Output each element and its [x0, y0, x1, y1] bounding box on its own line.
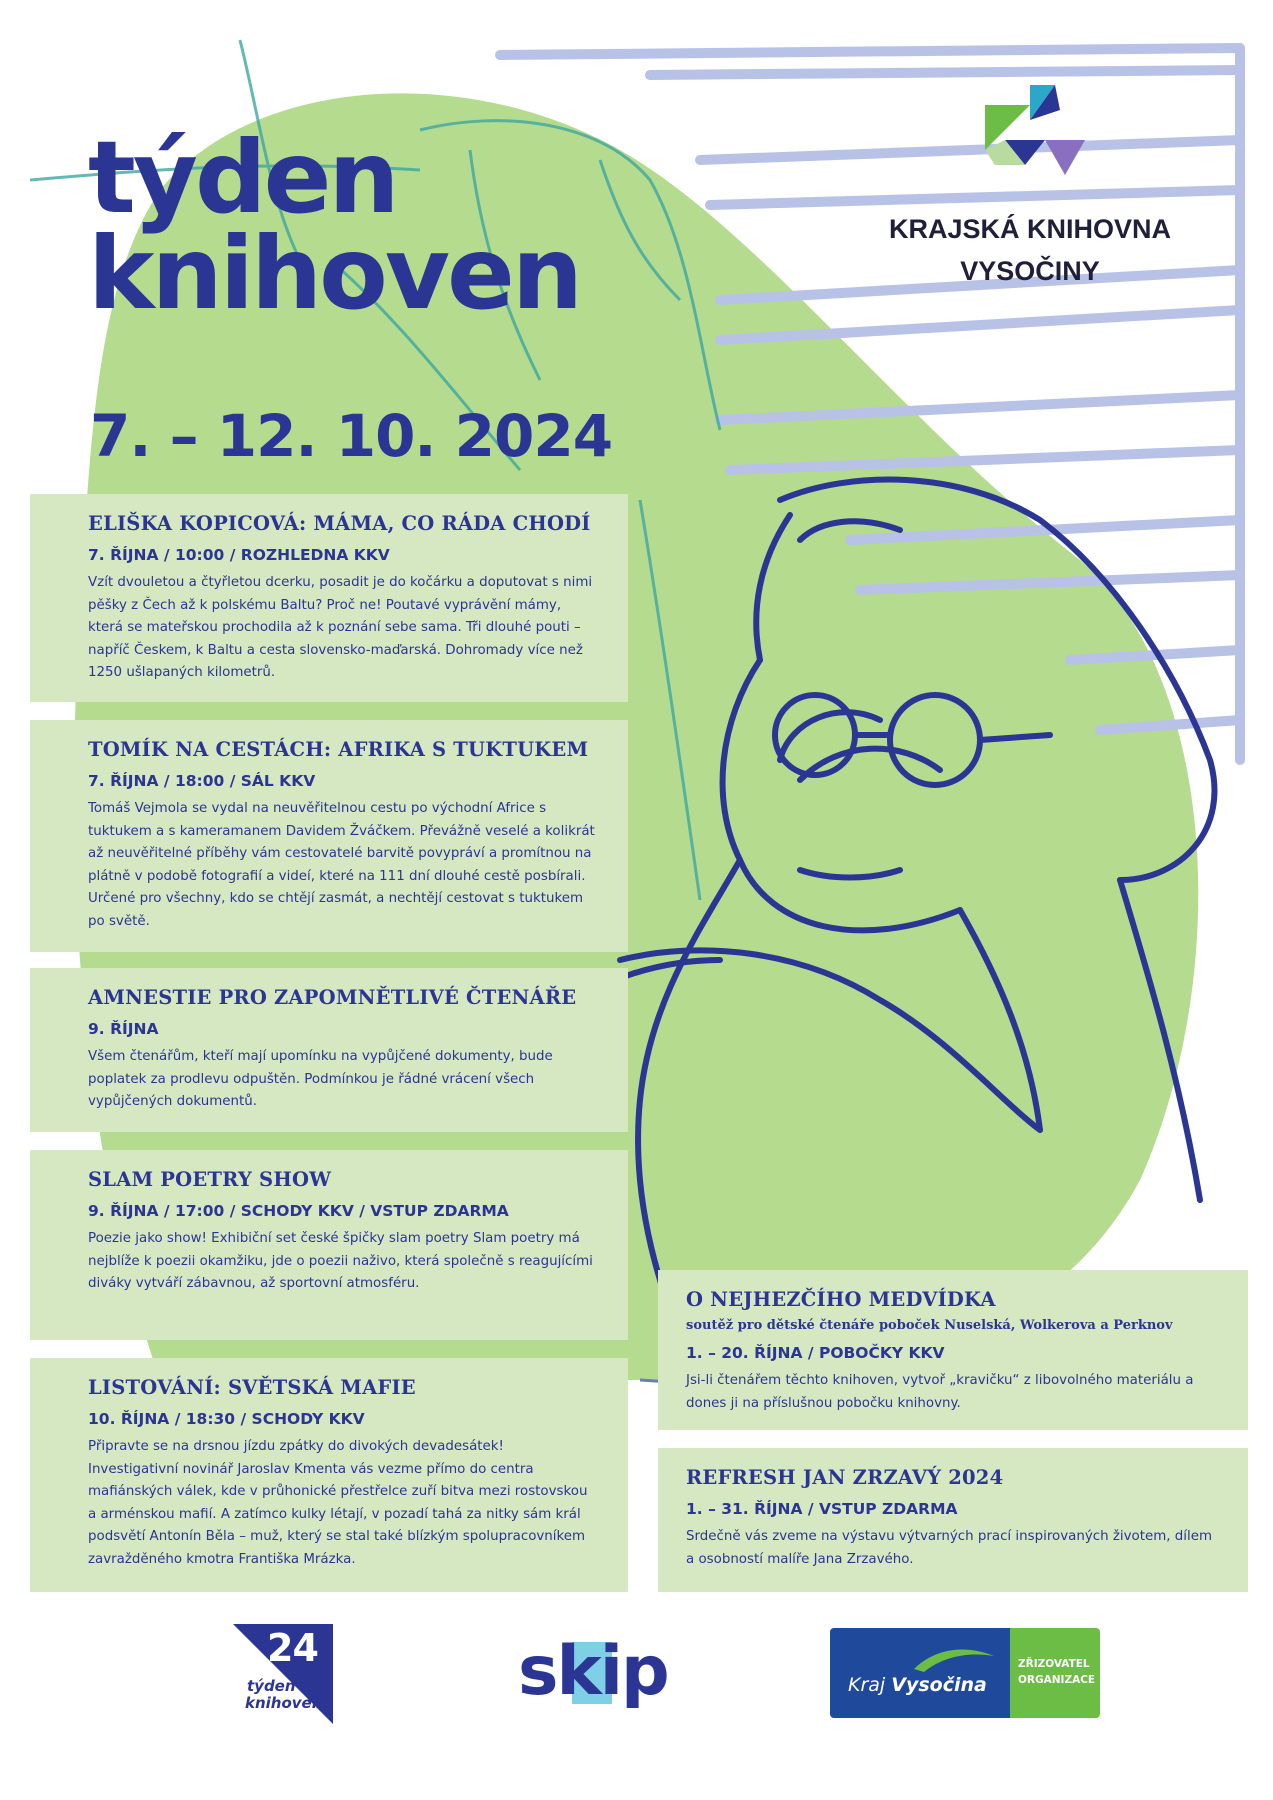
event-subtitle: soutěž pro dětské čtenáře poboček Nuselská, Wolkerova a Perknov [686, 1318, 1173, 1333]
skip-text: skip [518, 1632, 668, 1711]
event-description: Poezie jako show! Exhibiční set české špičky slam poetry Slam poetry má nejblíže k poezii okamžiku, jde o poezii naživo, která společně s reagujícími diváky vytváří zábavnou, až sportovní atmosféru. [88, 1231, 593, 1291]
event-title: LISTOVÁNÍ: SVĚTSKÁ MAFIE [88, 1376, 416, 1399]
event-card-7 [658, 1448, 1248, 1592]
event-description: Tomáš Vejmola se vydal na neuvěřitelnou cestu po východní Africe s tuktukem a s kameramanem Davidem Žváčkem. Převážně veselé a kolikrát až neuvěřitelné příběhy vám cestovatelé barvitě povypráví a promítnou na plátně v podobě fotografií a videí, které na 111 dní dlouhé cestě posbírali. Určené pro všechny, kdo se chtějí zasmát, a nechtějí cestovat s tuktukem po světě. [88, 801, 595, 929]
kraj-name: Kraj Vysočina [848, 1674, 987, 1696]
event-when: 1. – 31. ŘÍJNA / VSTUP ZDARMA [686, 1500, 958, 1518]
event-title: REFRESH JAN ZRZAVÝ 2024 [686, 1466, 1004, 1489]
kraj-swoosh-icon [914, 1644, 994, 1674]
event-title: AMNESTIE PRO ZAPOMNĚTLIVÉ ČTENÁŘE [88, 986, 577, 1009]
tyden-knihoven-24-logo [233, 1624, 333, 1724]
org-name: KRAJSKÁ KNIHOVNA VYSOČINY [888, 214, 1172, 286]
event-when: 7. ŘÍJNA / 18:00 / SÁL KKV [88, 772, 316, 790]
logo24-line2: knihoven [245, 1694, 323, 1712]
event-card-1 [30, 494, 628, 702]
event-when: 10. ŘÍJNA / 18:30 / SCHODY KKV [88, 1410, 365, 1428]
event-card-6 [658, 1270, 1248, 1430]
logo24-line1: týden [247, 1677, 296, 1695]
kkv-logo-icon [985, 85, 1085, 185]
kraj-panel [830, 1628, 1010, 1718]
skip-logo [518, 1632, 678, 1712]
event-title: ELIŠKA KOPICOVÁ: MÁMA, CO RÁDA CHODÍ [88, 512, 591, 535]
event-description: Srdečně vás zveme na výstavu výtvarných prací inspirovaných životem, dílem a osobností malíře Jana Zrzavého. [686, 1529, 1213, 1567]
event-description: Připravte se na drsnou jízdu zpátky do divokých devadesátek! Investigativní novinář Jaroslav Kmenta vás vezme přímo do centra mafiánských válek, kde v průhonické přestřelce zuří bitva mezi rostovskou a arménskou mafií. A zatímco kulky létají, v pozadí tahá za nitky sám král podsvětí Antonín Běla – muž, který se stal také blízkým spolupracovníkem zavražděného kmotra Františka Mrázka. [88, 1439, 588, 1567]
kraj-vysocina-logo [830, 1628, 1100, 1718]
event-card-2 [30, 720, 628, 952]
zrizovatel-panel: ZŘIZOVATEL ORGANIZACE [1010, 1628, 1100, 1718]
event-when: 1. – 20. ŘÍJNA / POBOČKY KKV [686, 1344, 945, 1362]
title-line-2: knihoven [88, 215, 581, 332]
event-description: Vzít dvouletou a čtyřletou dcerku, posadit je do kočárku a doputovat s nimi pěšky z Čech až k polskému Baltu? Proč ne! Poutavé vyprávění mámy, která se mateřskou prochodila až k poznání sebe sama. Tři dlouhé pouti – napříč Českem, k Baltu a cesta slovensko-maďarská. Dohromady více než 1250 ušlapaných kilometrů. [88, 575, 593, 680]
title-line-1: týden [88, 119, 397, 236]
event-when: 9. ŘÍJNA [88, 1020, 159, 1038]
event-card-4 [30, 1150, 628, 1340]
event-description: Všem čtenářům, kteří mají upomínku na vypůjčené dokumenty, bude poplatek za prodlevu odpuštěn. Podmínkou je řádné vrácení všech vypůjčených dokumentů. [88, 1049, 553, 1109]
event-card-3 [30, 968, 628, 1132]
event-dates: 7. – 12. 10. 2024 [90, 402, 613, 470]
event-when: 7. ŘÍJNA / 10:00 / ROZHLEDNA KKV [88, 546, 390, 564]
event-title: TOMÍK NA CESTÁCH: AFRIKA S TUKTUKEM [88, 738, 589, 761]
event-title: O NEJHEZČÍHO MEDVÍDKA [686, 1288, 996, 1311]
logo24-number: 24 [267, 1626, 318, 1670]
event-description: Jsi-li čtenářem těchto knihoven, vytvoř „kravičku“ z libovolného materiálu a dones ji na příslušnou pobočku knihovny. [686, 1373, 1194, 1411]
event-card-5 [30, 1358, 628, 1592]
event-title: SLAM POETRY SHOW [88, 1168, 332, 1191]
event-when: 9. ŘÍJNA / 17:00 / SCHODY KKV / VSTUP ZDARMA [88, 1202, 509, 1220]
poster-title [88, 119, 581, 332]
